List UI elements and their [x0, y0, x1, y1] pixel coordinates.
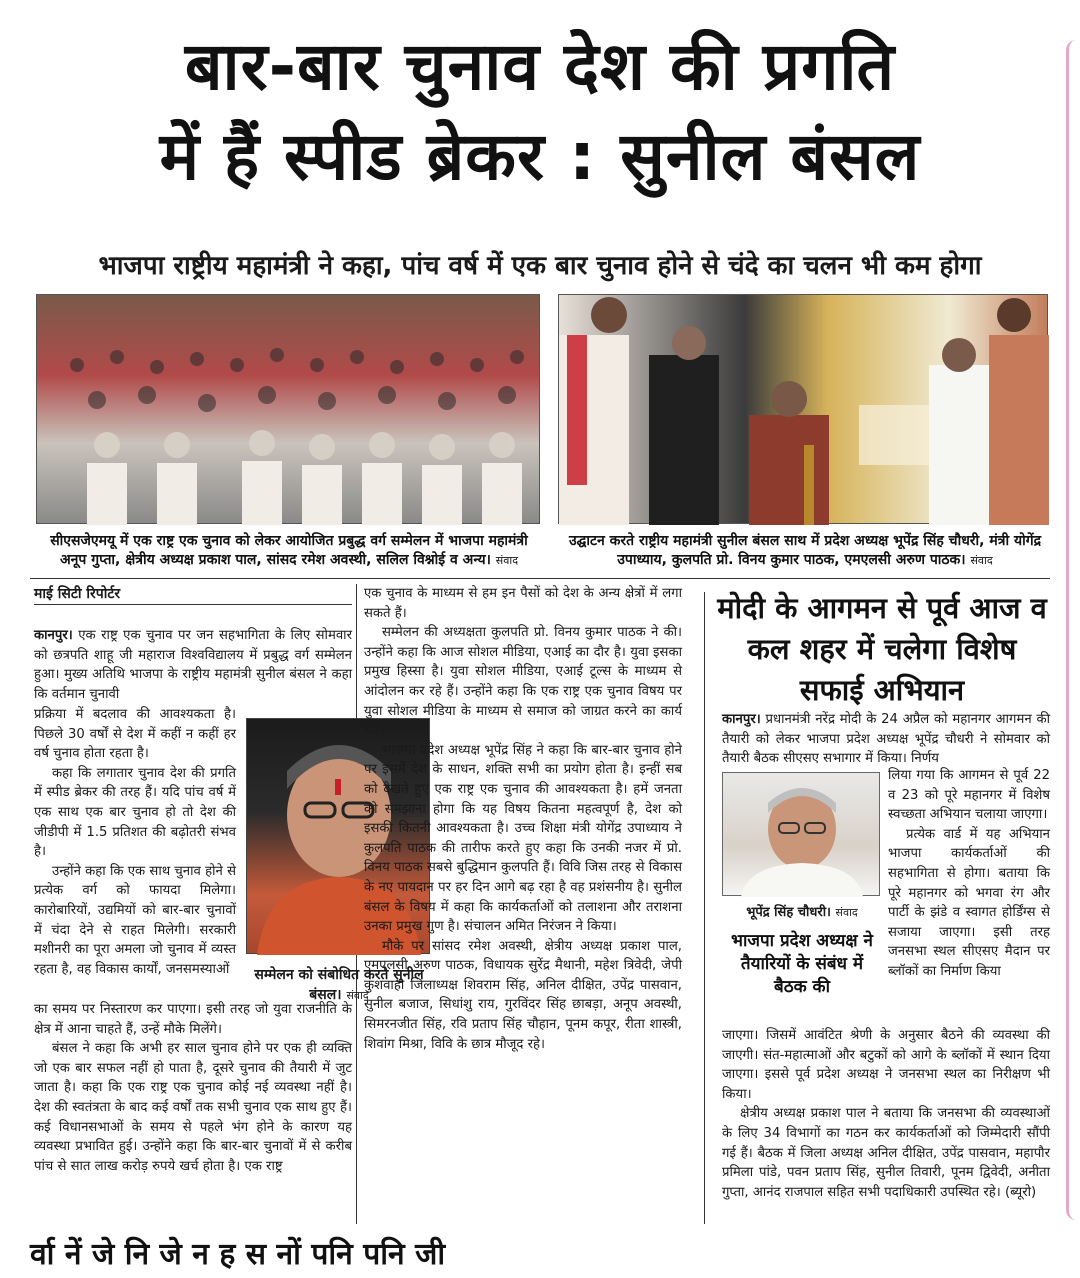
story2-para-3: क्षेत्रीय अध्यक्ष प्रकाश पाल ने बताया कि जनसभा की व्यवस्थाओं के लिए 34 विभागों का गठन कर कार्यकर्ताओं को जिम्मेदारी सौंपी गई हैं। बैठक में जिला अध्यक्ष अनिल दीक्षित, उपेंद्र पासवान, महापौर प्रमिला पांडे, पवन प्रताप सिंह, सुनील तिवारी, पूनम द्विवेदी, अनीता गुप्ता, आनंद राजपाल सहित सभी पदाधिकारी उपस्थित रहे। — [722, 1106, 1050, 1200]
story1-col2-para-3: भाजपा प्रदेश अध्यक्ष भूपेंद्र सिंह ने कहा कि बार-बार चुनाव होने पर इसमें देश के साधन, शक्ति सभी का प्रयोग होता है। इन्हीं सब को देखते हुए एक राष्ट्र एक चुनाव की आवश्यकता है। हमें जनता को समझाना होगा कि यह विषय कितना महत्वपूर्ण है, देश को इसकी कितनी आवश्यकता है। उच्च शिक्षा मंत्री योगेंद्र उपाध्याय ने कुलपति पाठक की तारीफ करते हुए कहा कि उनकी नजर में प्रो. विनय पाठक सबसे बुद्धिमान कुलपति हैं। विवि जिस तरह से विकास के नए पायदान पर हर दिन आगे बढ़ रहा है वह प्रशंसनीय है। सुनील बंसल के विषय में कहा कि कार्यकर्ताओं को तलाशना और तराशना उनका प्रमुख गुण है। संचालन अमित निरंजन ने किया। — [364, 742, 682, 935]
chaudhary-caption-text: भूपेंद्र सिंह चौधरी। — [746, 905, 831, 920]
right-caption-text: उद्घाटन करते राष्ट्रीय महामंत्री सुनील बंसल साथ में प्रदेश अध्यक्ष भूपेंद्र सिंह चौधरी, मंत्री योगेंद्र उपाध्याय, कुलपति प्रो. विनय कुमार पाठक, एमएलसी अरुण पाठक। — [568, 533, 1042, 568]
sub-headline: भाजपा राष्ट्रीय महामंत्री ने कहा, पांच वर्ष में एक बार चुनाव होने से चंदे का चलन भी कम होगा — [98, 251, 982, 281]
byline-rule — [34, 604, 352, 605]
right-caption-credit: संवाद — [970, 554, 993, 567]
section-divider — [30, 578, 1050, 579]
story1-para-4: बंसल ने कहा कि अभी हर साल चुनाव होने पर एक ही व्यक्ति जो एक बार सफल नहीं हो पाता है, दूसरे चुनाव की तैयारी में जुट जाता है। कहा कि एक राष्ट्र एक चुनाव कोई नई व्यवस्था नहीं है। देश की स्वतंत्रता के बाद कई वर्षों तक सभी चुनाव एक साथ हुए हैं। कई विधानसभाओं के समय से पहले भंग होने के कारण यह व्यवस्था प्रभावित हुई। उन्होंने कहा कि बार-बार चुनावों में से करीब पांच से सात लाख करोड़ रुपये खर्च होता है। एक राष्ट्र — [34, 1041, 352, 1174]
story2-para-1b: लिया गया कि आगमन से पूर्व 22 व 23 को पूरे महानगर में विशेष स्वच्छता अभियान चलाया जाएगा। — [888, 768, 1050, 823]
audience-photo — [36, 294, 540, 524]
story1-col2-para-1: एक चुनाव के माध्यम से हम इन पैसों को देश के अन्य क्षेत्रों में लगा सकते हैं। — [364, 586, 682, 621]
headline-line-1: बार-बार चुनाव देश की प्रगति — [184, 28, 896, 105]
story2-para-1: प्रधानमंत्री नरेंद्र मोदी के 24 अप्रैल को महानगर आगमन की तैयारी को लेकर भाजपा प्रदेश अध्यक्ष भूपेंद्र चौधरी ने सोमवार को तैयारी बैठक सीएसए सभागार में किया। निर्णय — [722, 712, 1050, 767]
story1-column-2 — [364, 584, 682, 1054]
next-headline-fragment: र्वा नें जे नि जे न ह स नों पनि पनि जी — [30, 1237, 446, 1272]
column-divider-2 — [704, 592, 705, 1224]
chaudhary-photo-caption — [722, 902, 882, 920]
story2-lower-column — [722, 1026, 1050, 1202]
story1-lower-column — [34, 1000, 352, 1176]
story2-lead — [722, 710, 1050, 769]
story1-para-2: कहा कि लगातार चुनाव देश की प्रगति में स्पीड ब्रेकर की तरह हैं। यदि पांच वर्ष में एक साथ एक बार चुनाव हो तो देश की जीडीपी में 1.5 प्रतिशत की बढ़ोतरी संभव है। — [34, 765, 236, 860]
story1-narrow-column — [34, 705, 236, 979]
chaudhary-photo — [722, 772, 880, 896]
story2-para-2: प्रत्येक वार्ड में यह अभियान भाजपा कार्यकर्ताओं की सहभागिता से होगा। बताया कि पूरे महानगर को भगवा रंग और पार्टी के झंडे व स्वागत होर्डिंग्स से सजाया जाएगा। इसी तरह जनसभा स्थल सीएसए मैदान पर ब्लॉकों का निर्माण किया — [888, 826, 1050, 979]
headline-line-2: में हैं स्पीड ब्रेकर : सुनील बंसल — [159, 118, 921, 195]
right-photo-caption — [560, 532, 1050, 570]
story1-para-1: एक राष्ट्र एक चुनाव पर जन सहभागिता के लिए सोमवार को छत्रपति शाहू जी महाराज विश्वविद्यालय में प्रबुद्ध वर्ग सम्मेलन हुआ। मुख्य अतिथि भाजपा के राष्ट्रीय महामंत्री सुनील बंसल ने कहा कि वर्तमान चुनावी — [34, 628, 352, 702]
chaudhary-caption-credit: संवाद — [835, 906, 858, 919]
story2-pullquote: भाजपा प्रदेश अध्यक्ष ने तैयारियों के संबंध में बैठक की — [731, 931, 873, 997]
story1-para-1b: प्रक्रिया में बदलाव की आवश्यकता है। पिछले 30 वर्षों से देश में कहीं न कहीं हर वर्ष चुनाव होता रहता है। — [34, 707, 236, 762]
story2-para-2b: जाएगा। जिसमें आवंटित श्रेणी के अनुसार बैठने की व्यवस्था की जाएगी। संत-महात्माओं और बटुकों को आगे के ब्लॉकों में स्थान दिया जाएगा। इससे पूर्व प्रदेश अध्यक्ष ने जनसभा स्थल का निरीक्षण भी किया। — [722, 1028, 1050, 1102]
left-caption-text: सीएसजेएमयू में एक राष्ट्र एक चुनाव को लेकर आयोजित प्रबुद्ध वर्ग सम्मेलन में भाजपा महामंत्री अनूप गुप्ता, क्षेत्रीय अध्यक्ष प्रकाश पाल, सांसद रमेश अवस्थी, सलिल विश्नोई व अन्य। — [50, 533, 528, 568]
page-edge-strip — [1066, 40, 1080, 1220]
story2-dateline: कानपुर। — [722, 712, 761, 727]
lamp-lighting-photo — [558, 294, 1048, 524]
story2-narrow-column — [888, 766, 1050, 982]
speaker-caption-text: सम्मेलन को संबोधित करते सुनील बंसल। — [254, 967, 424, 1003]
story1-dateline: कानपुर। — [34, 628, 73, 643]
main-headline — [20, 22, 1060, 202]
story2-headline: मोदी के आगमन से पूर्व आज व कल शहर में चलेगा विशेष सफाई अभियान — [717, 591, 1047, 707]
story1-col2-para-4: मौके पर सांसद रमेश अवस्थी, क्षेत्रीय अध्यक्ष प्रकाश पाल, एमएलसी अरुण पाठक, विधायक सुरेंद्र मैथानी, महेश त्रिवेदी, जेपी कुशवाहा जिलाध्यक्ष शिवराम सिंह, अनिल दीक्षित, उपेंद्र पासवान, सुनील बजाज, सिधांशु राय, गुरविंदर सिंह छाबड़ा, अनूप अवस्थी, सिमरनजीत सिंह, रवि प्रताप सिंह चौहान, पूनम कपूर, रीता शास्त्री, शिवांग मिश्रा, विवि के छात्र मौजूद रहे। — [364, 938, 682, 1052]
story1-col2-para-2: सम्मेलन की अध्यक्षता कुलपति प्रो. विनय कुमार पाठक ने की। उन्होंने कहा कि आज सोशल मीडिया, एआई का दौर है। युवा इसका प्रमुख हिस्सा है। युवा सोशल मीडिया, एआई टूल्स के माध्यम से आंदोलन कर रहे हैं। उन्होंने कहा कि एक राष्ट्र एक चुनाव विषय पर युवा सोशल मीडिया के माध्यम से समाज को जाग्रत करने का कार्य करें। — [364, 625, 682, 739]
story1-lead — [34, 626, 352, 704]
left-caption-credit: संवाद — [495, 554, 519, 567]
story2-end-credit: (ब्यूरो) — [1004, 1184, 1037, 1200]
speaker-caption-credit: संवाद — [346, 989, 369, 1002]
chaudhary-portrait-illustration — [723, 773, 881, 897]
story1-para-3b: का समय पर निस्तारण कर पाएगा। इसी तरह जो युवा राजनीति के क्षेत्र में आना चाहते हैं, उन्हें मौके मिलेंगे। — [34, 1002, 352, 1037]
audience-photo-illustration — [37, 295, 541, 525]
left-photo-caption — [36, 532, 542, 570]
lamp-lighting-illustration — [559, 295, 1049, 525]
byline: माई सिटी रिपोर्टर — [34, 586, 121, 602]
story1-para-3: उन्होंने कहा कि एक साथ चुनाव होने से प्रत्येक वर्ग को फायदा मिलेगा। कारोबारियों, उद्यमियों को बार-बार चुनावों में चंदा देने से राहत मिलेगी। सरकारी मशीनरी का पूरा अमला जो चुनाव में व्यस्त रहता है, वह विकास कार्यों, जनसमस्याओं — [34, 863, 236, 977]
